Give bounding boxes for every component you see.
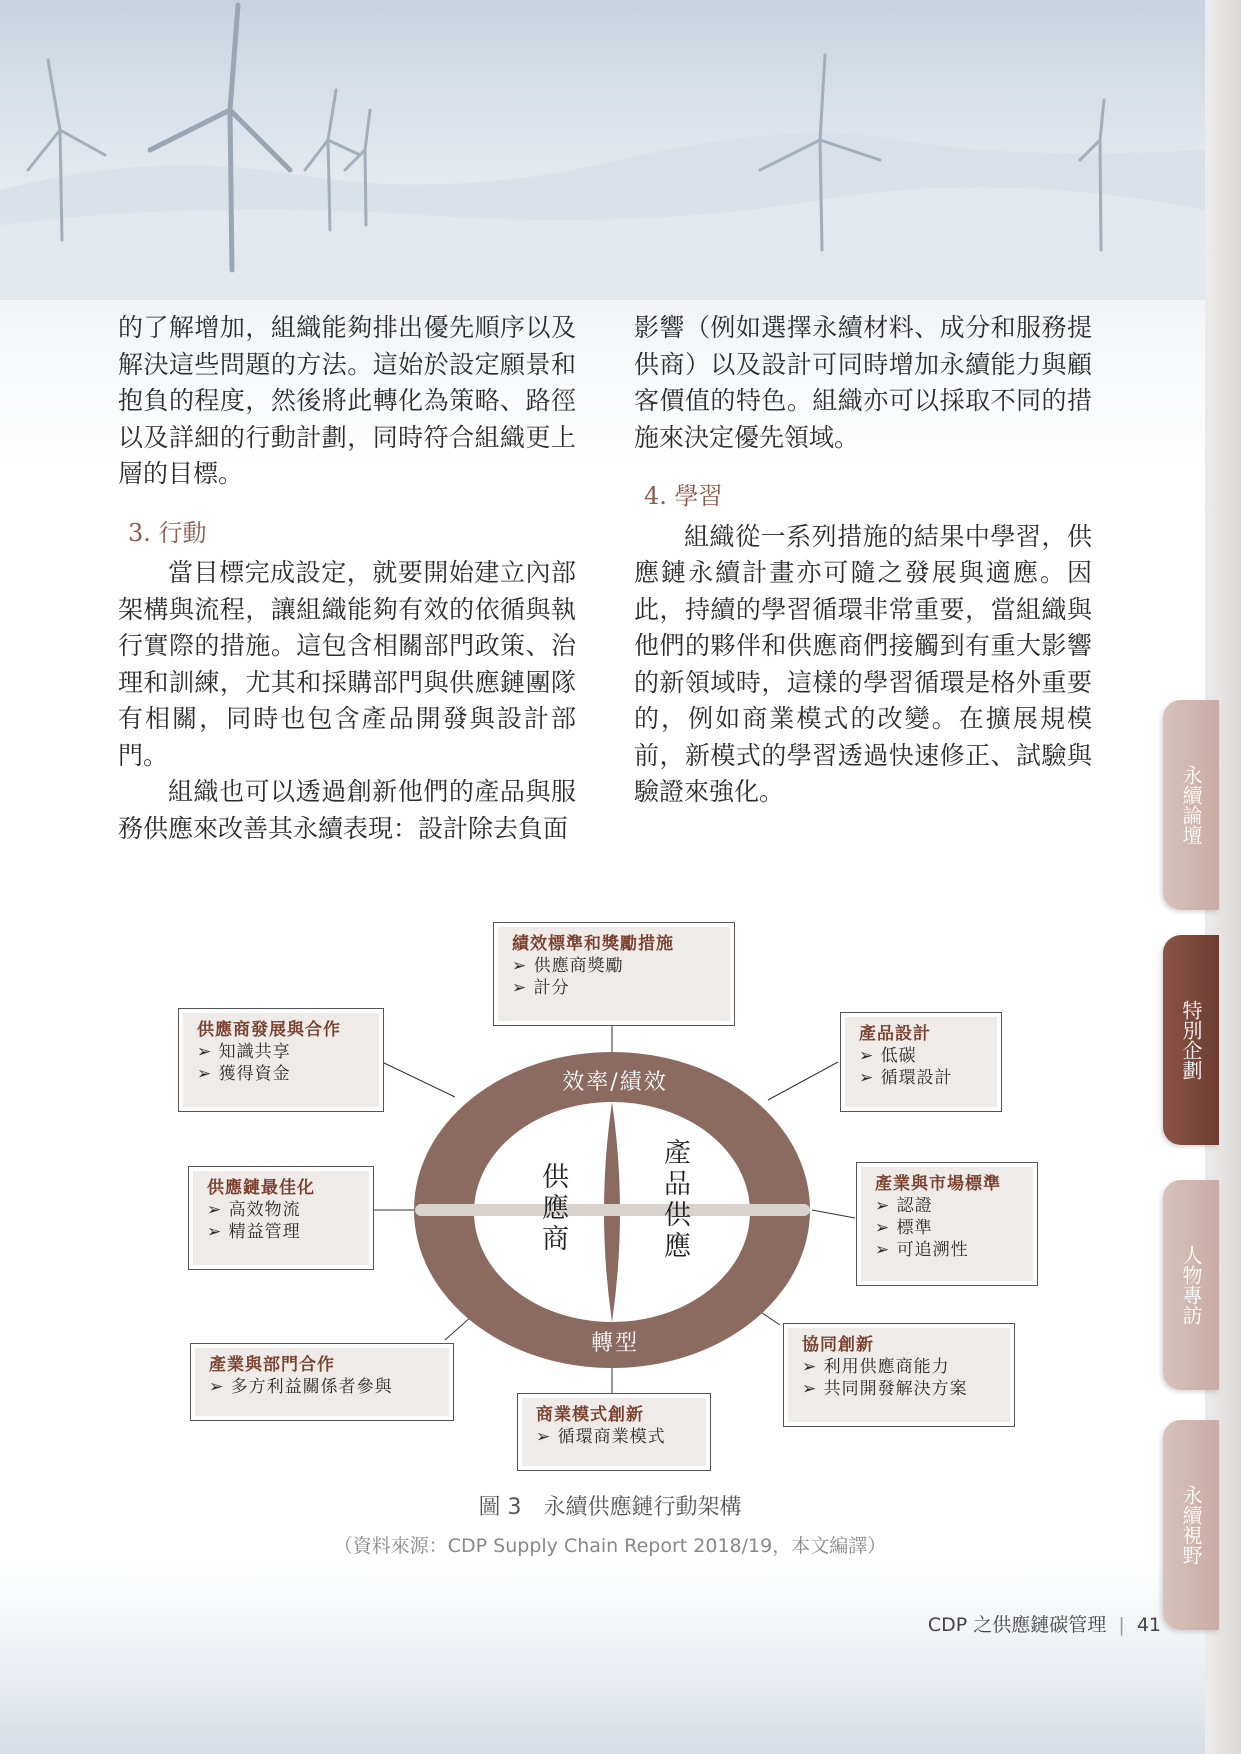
- box-item: ➢ 計分: [512, 977, 720, 999]
- box-industry-market-standards: [856, 1162, 1038, 1286]
- side-tab-sustainability-vision[interactable]: 永續視野: [1163, 1420, 1219, 1630]
- box-industry-cooperation: [190, 1343, 454, 1421]
- box-title: 產業與市場標準: [875, 1174, 1001, 1194]
- box-item: ➢ 循環商業模式: [536, 1426, 696, 1448]
- box-item: ➢ 低碳: [859, 1045, 987, 1067]
- connector-line: [382, 1062, 455, 1097]
- footer-title: CDP 之供應鏈碳管理: [927, 1614, 1107, 1636]
- center-label-product-supply: 產品供應: [659, 1138, 690, 1262]
- paragraph: 影響（例如選擇永續材料、成分和服務提供商）以及設計可同時增加永續能力與顧客價值的特色。組織亦可以採取不同的措施來決定優先領域。: [634, 313, 1092, 452]
- section-heading-action: 3. 行動: [128, 518, 207, 547]
- footer-divider: |: [1118, 1614, 1125, 1636]
- box-item: ➢ 多方利益關係者參與: [209, 1376, 439, 1398]
- box-performance-incentives: [493, 922, 735, 1026]
- horizontal-bar: [415, 1204, 810, 1216]
- box-title: 績效標準和獎勵措施: [512, 934, 674, 954]
- box-item: ➢ 可追溯性: [875, 1239, 1023, 1261]
- box-item: ➢ 共同開發解決方案: [802, 1378, 1000, 1400]
- box-item: ➢ 標準: [875, 1217, 1023, 1239]
- box-business-model-innovation: [517, 1393, 711, 1471]
- box-title: 供應商發展與合作: [197, 1020, 341, 1040]
- page-number: 41: [1136, 1614, 1161, 1636]
- paragraph: 組織也可以透過創新他們的產品與服務供應來改善其永續表現：設計除去負面: [118, 777, 576, 843]
- box-item: ➢ 供應商獎勵: [512, 955, 720, 977]
- side-tab-sustainability-forum[interactable]: 永續論壇: [1163, 700, 1219, 910]
- page-footer: [928, 1610, 1161, 1637]
- box-item: ➢ 精益管理: [207, 1221, 359, 1243]
- box-item: ➢ 認證: [875, 1195, 1023, 1217]
- figure-source: （資料來源：CDP Supply Chain Report 2018/19，本文編譯）: [333, 1535, 887, 1557]
- box-item: ➢ 知識共享: [197, 1041, 369, 1063]
- paragraph: 當目標完成設定，就要開始建立內部架構與流程，讓組織能夠有效的依循與執行實際的措施。這包含相關部門政策、治理和訓練，尤其和採購部門與供應鏈團隊有相關，同時也包含產品開發與設計部門。: [118, 558, 576, 770]
- section-heading-learning: 4. 學習: [644, 482, 723, 510]
- ring-label-efficiency: 效率/績效: [562, 1070, 668, 1095]
- side-tab-special-feature[interactable]: 特別企劃: [1163, 935, 1219, 1145]
- connector-line: [768, 1062, 838, 1100]
- box-item: ➢ 循環設計: [859, 1067, 987, 1089]
- box-item: ➢ 利用供應商能力: [802, 1356, 1000, 1378]
- box-title: 供應鏈最佳化: [207, 1178, 315, 1198]
- figure-caption: 圖 3 永續供應鏈行動架構: [478, 1495, 742, 1520]
- box-supplier-development: [178, 1008, 384, 1112]
- box-item: ➢ 高效物流: [207, 1199, 359, 1221]
- box-title: 產業與部門合作: [209, 1355, 335, 1375]
- connector-line: [812, 1210, 855, 1218]
- paragraph: 組織從一系列措施的結果中學習，供應鏈永續計畫亦可隨之發展與適應。因此，持續的學習循環非常重要，當組織與他們的夥伴和供應商們接觸到有重大影響的新領域時，這樣的學習循環是格外重要的，例如商業模式的改變。在擴展規模前，新模式的學習透過快速修正、試驗與驗證來強化。: [634, 521, 1092, 806]
- box-title: 商業模式創新: [536, 1405, 644, 1425]
- box-title: 協同創新: [802, 1335, 874, 1355]
- box-collaborative-innovation: [783, 1323, 1015, 1427]
- side-tab-interview[interactable]: 人物專訪: [1163, 1180, 1219, 1390]
- box-item: ➢ 獲得資金: [197, 1063, 369, 1085]
- box-title: 產品設計: [859, 1024, 931, 1044]
- ring-label-transformation: 轉型: [590, 1331, 639, 1356]
- center-label-supplier: 供應商: [537, 1162, 568, 1255]
- paragraph: 的了解增加，組織能夠排出優先順序以及解決這些問題的方法。這始於設定願景和抱負的程度，然後將此轉化為策略、路徑以及詳細的行動計劃，同時符合組織更上層的目標。: [118, 313, 576, 488]
- box-supply-chain-optimization: [188, 1166, 374, 1270]
- box-product-design: [840, 1012, 1002, 1112]
